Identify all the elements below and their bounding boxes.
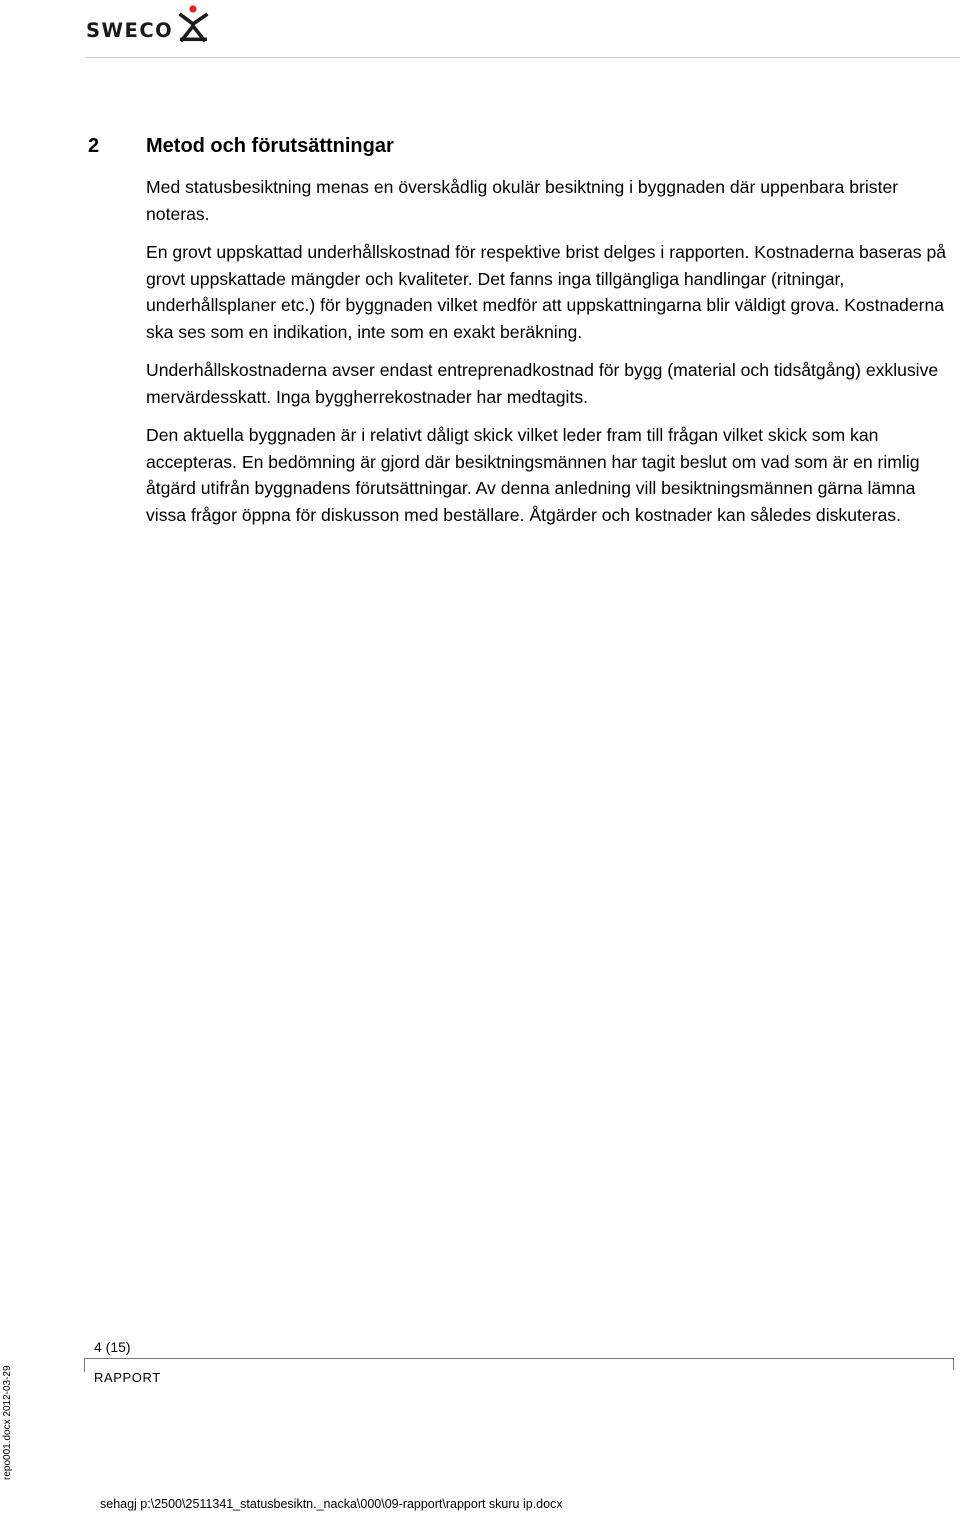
page-number: 4 (15): [94, 1339, 131, 1355]
file-path: sehagj p:\2500\2511341_statusbesiktn._nacka\000\09-rapport\rapport skuru ip.docx: [100, 1497, 563, 1511]
paragraph-cost-scope: Underhållskostnaderna avser endast entreprenadkostnad för bygg (material och tidsåtgång) exklusive mervärdesskatt. Inga byggherrekostnader har medtagits.: [146, 360, 939, 407]
sweco-logo: [86, 4, 212, 44]
sweco-figure-icon: [178, 4, 210, 42]
footer-divider-left-tick: [84, 1358, 85, 1372]
header-divider: [86, 57, 960, 58]
section-number: 2: [88, 135, 100, 157]
footer-divider: [84, 1358, 954, 1359]
logo-text: SWECO: [86, 19, 174, 42]
document-type-label: RAPPORT: [94, 1370, 161, 1385]
footer-divider-right-tick: [953, 1358, 954, 1370]
paragraph-condition: Den aktuella byggnaden är i relativt dåligt skick vilket leder fram till frågan vilket skick som kan accepteras. En bedömning är gjord där besiktningsmännen har tagit beslut om vad som är en rimlig åtgärd utifrån byggnadens förutsättningar. Av denna anledning vill besiktningsmännen gärna lämna vissa frågor öppna för diskusson med beställare. Åtgärder och kostnader kan således diskuteras.: [146, 425, 920, 525]
template-metadata: repo001.docx 2012-03-29: [2, 1365, 13, 1480]
body-text: [146, 174, 952, 540]
section-title: Metod och förutsättningar: [146, 135, 394, 157]
paragraph-definition: Med statusbesiktning menas en överskådlig okulär besiktning i byggnaden där uppenbara brister noteras.: [146, 177, 899, 224]
paragraph-cost-estimate: En grovt uppskattad underhållskostnad för respektive brist delges i rapporten. Kostnaderna baseras på grovt uppskattade mängder och kvaliteter. Det fanns inga tillgängliga handlingar (ritningar, underhållsplaner etc.) för byggnaden vilket medför att uppskattningarna blir väldigt grova. Kostnaderna ska ses som en indikation, inte som en exakt beräkning.: [146, 242, 947, 342]
